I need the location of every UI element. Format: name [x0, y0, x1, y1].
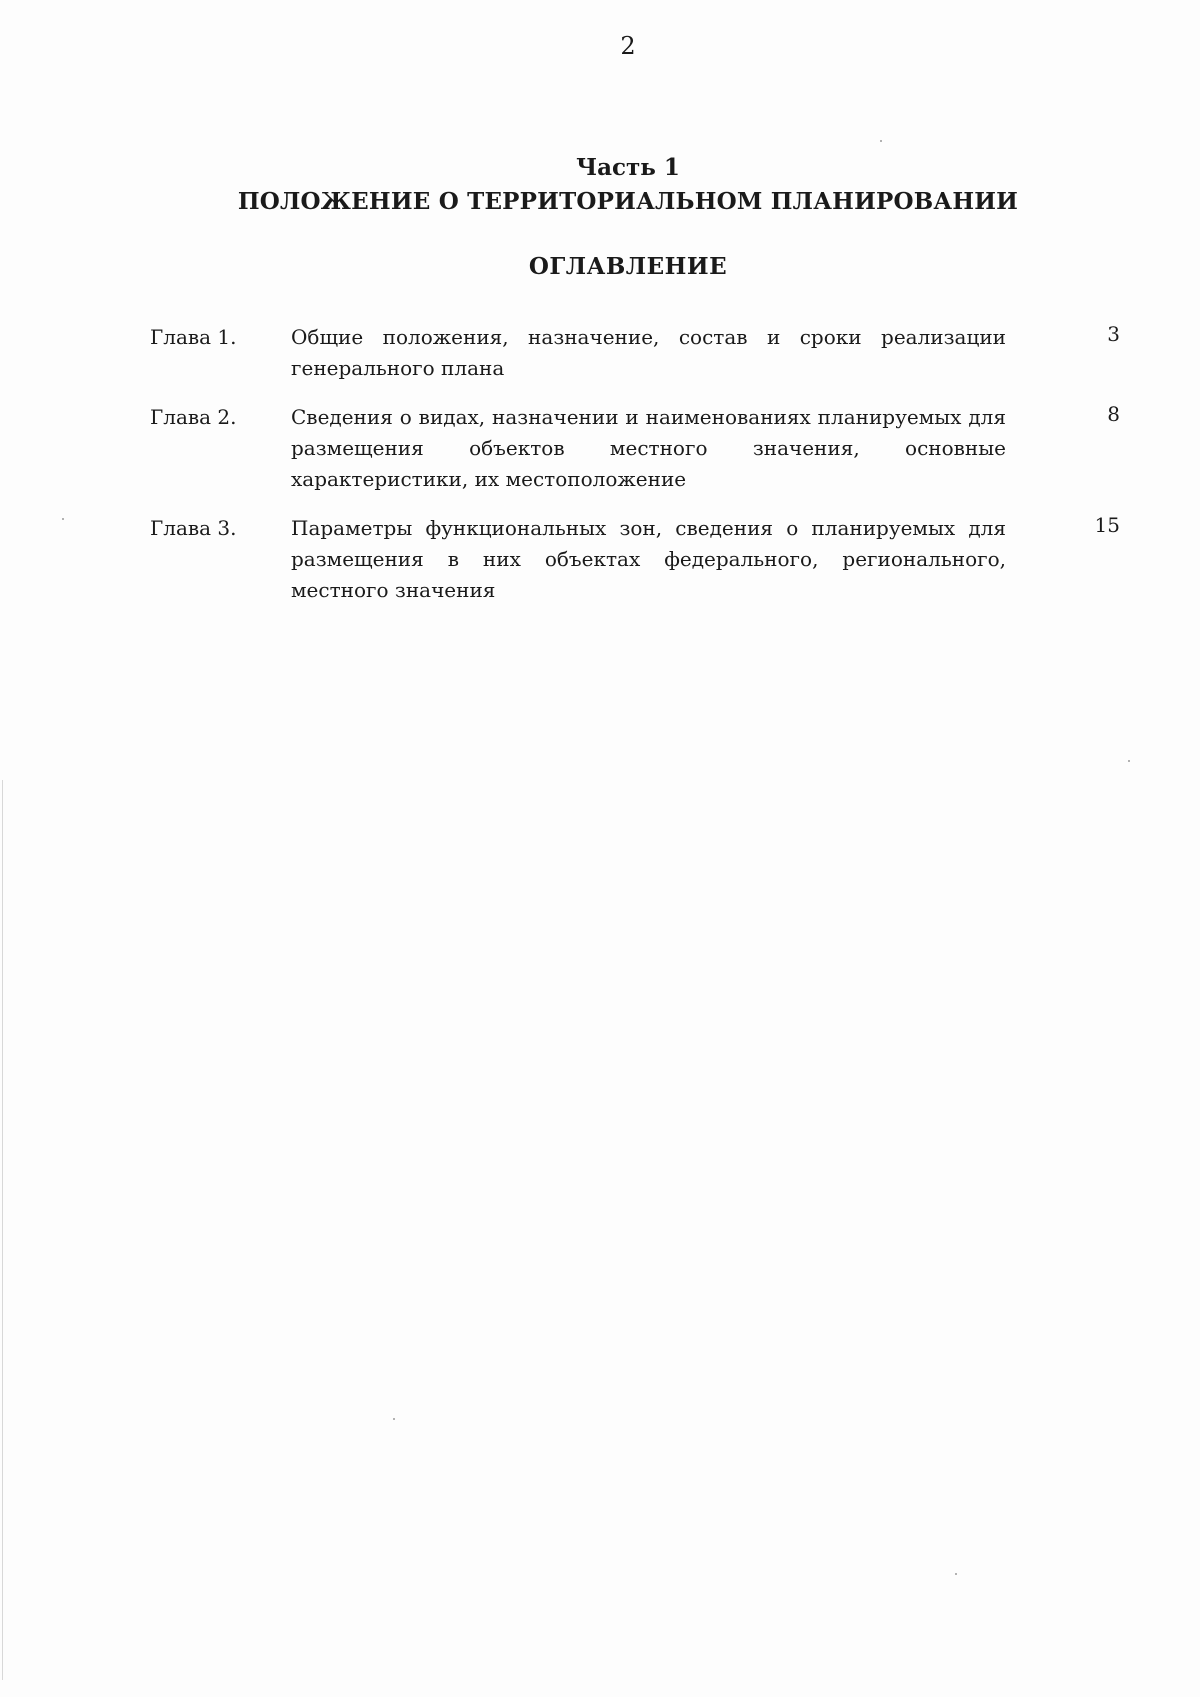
page-number: 2: [620, 32, 636, 60]
part-title: Часть 1: [576, 154, 680, 181]
toc-chapter-title: Общие положения, назначение, состав и сроки реализации генерального плана: [291, 325, 1006, 380]
toc-page-number: 8: [1107, 402, 1120, 426]
toc-heading: ОГЛАВЛЕНИЕ: [528, 253, 728, 280]
toc-chapter-title: Параметры функциональных зон, сведения о планируемых для размещения в них объектах федерального, регионального, местного значения: [291, 516, 1006, 602]
scan-speck: [62, 518, 64, 520]
toc-chapter-label: Глава 3.: [150, 516, 237, 540]
scan-edge-line: [2, 780, 3, 1680]
toc-entry-chapter-1: [150, 322, 1120, 384]
toc-entry-chapter-3: [150, 513, 1120, 606]
toc-chapter-label: Глава 1.: [150, 325, 237, 349]
scan-speck: [393, 1418, 395, 1420]
scan-speck: [955, 1573, 957, 1575]
toc-chapter-title: Сведения о видах, назначении и наименованиях планируемых для размещения объектов местного значения, основные характеристики, их местоположение: [291, 405, 1006, 491]
table-of-contents: [150, 322, 1120, 624]
toc-chapter-label: Глава 2.: [150, 405, 237, 429]
toc-page-number: 15: [1094, 513, 1120, 537]
scan-speck: [1128, 760, 1130, 762]
toc-entry-chapter-2: [150, 402, 1120, 495]
toc-page-number: 3: [1107, 322, 1120, 346]
part-subtitle: ПОЛОЖЕНИЕ О ТЕРРИТОРИАЛЬНОМ ПЛАНИРОВАНИИ: [237, 188, 1019, 215]
scan-speck: [880, 140, 882, 142]
